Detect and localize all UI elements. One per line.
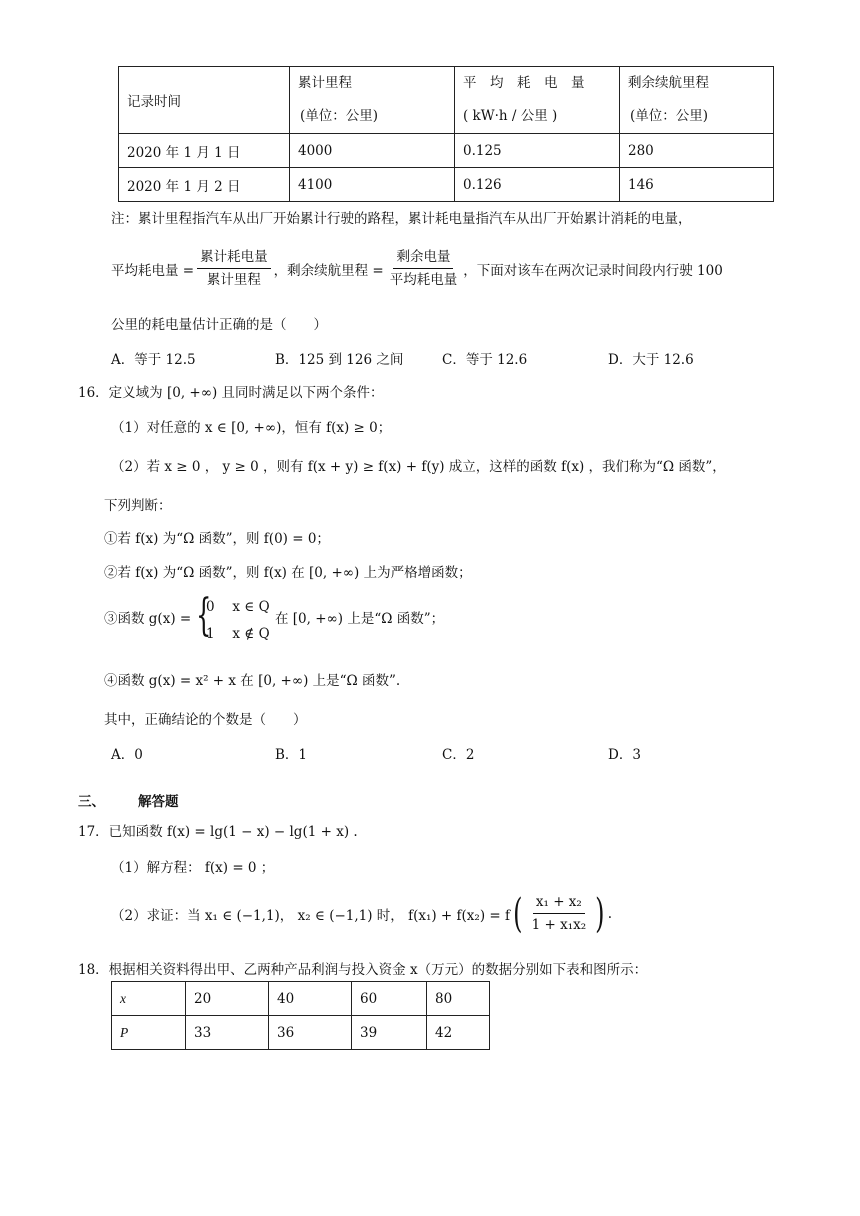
table-cell: 80 xyxy=(427,982,490,1016)
q15-note: 注：累计里程指汽车从出厂开始累计行驶的路程，累计耗电量指汽车从出厂开始累计消耗的电量， xyxy=(111,211,692,227)
formula-lhs: 平均耗电量 = xyxy=(111,262,195,279)
section-number: 三、 xyxy=(78,794,105,810)
q17-part-1: （1）解方程： f(x) = 0 ； xyxy=(111,860,275,876)
q16-statement-3-suffix: 在 [0, +∞) 上是“Ω 函数”； xyxy=(275,611,445,627)
formula-lhs: ，剩余续航里程 = xyxy=(273,262,384,279)
table-cell: x xyxy=(112,982,186,1016)
table-cell: 33 xyxy=(186,1016,269,1050)
header-unit: ( kW·h / 公里 ) xyxy=(463,108,558,124)
fraction-numerator: 剩余电量 xyxy=(393,248,453,269)
q16-statement-1: ①若 f(x) 为“Ω 函数”，则 f(0) = 0； xyxy=(104,531,330,547)
fraction-avg-consumption xyxy=(197,248,271,289)
header-text: 记录时间 xyxy=(127,94,181,110)
table-cell: 2020 年 1 月 1 日 xyxy=(119,134,290,168)
q16-statement-4: ④函数 g(x) = x² + x 在 [0, +∞) 上是“Ω 函数”. xyxy=(104,673,401,689)
header-cumulative-mileage xyxy=(290,67,455,134)
q16-condition-1: （1）对任意的 x ∈ [0, +∞)，恒有 f(x) ≥ 0； xyxy=(111,420,392,436)
fraction-denominator: 1 + x₁x₂ xyxy=(531,917,587,933)
header-unit: (单位：公里) xyxy=(630,108,709,124)
table-cell: 60 xyxy=(352,982,427,1016)
left-brace-icon: { xyxy=(196,590,212,641)
fraction-denominator: 平均耗电量 xyxy=(389,272,458,288)
header-record-time xyxy=(119,67,290,134)
q16-condition-2: （2）若 x ≥ 0 ， y ≥ 0 ，则有 f(x + y) ≥ f(x) + f(y) 成立，这样的函数 f(x) ，我们称为“Ω 函数”， xyxy=(111,459,726,475)
table-cell: 0.126 xyxy=(455,168,620,202)
table-cell: 39 xyxy=(352,1016,427,1050)
header-unit: (单位：公里) xyxy=(300,108,379,124)
q17-stem: 17．已知函数 f(x) = lg(1 − x) − lg(1 + x) . xyxy=(78,824,358,840)
q16-statement-3-prefix: ③函数 g(x) = xyxy=(104,611,192,627)
q17-part-2 xyxy=(111,890,613,937)
q16-option-b: B．1 xyxy=(275,747,308,763)
q16-question: 其中，正确结论的个数是（ ） xyxy=(104,712,307,728)
table-cell: 146 xyxy=(620,168,774,202)
formula-tail: ，下面对该车在两次记录时间段内行驶 100 xyxy=(463,262,723,279)
period: . xyxy=(607,905,613,922)
table-cell: 280 xyxy=(620,134,774,168)
table-cell: 40 xyxy=(269,982,352,1016)
table-row xyxy=(119,134,774,168)
header-remaining-range xyxy=(620,67,774,134)
q15-option-c: C．等于 12.6 xyxy=(442,352,528,368)
piecewise-case-2: 1 x ∉ Q xyxy=(206,626,270,642)
section-title: 解答题 xyxy=(138,794,179,810)
q18-stem: 18．根据相关资料得出甲、乙两种产品利润与投入资金 x（万元）的数据分别如下表和图所示： xyxy=(78,962,648,978)
q16-stem: 16．定义域为 [0, +∞) 且同时满足以下两个条件： xyxy=(78,385,384,401)
table-cell: 36 xyxy=(269,1016,352,1050)
header-text: 剩余续航里程 xyxy=(628,75,709,91)
table-cell: 0.125 xyxy=(455,134,620,168)
q16-statement-2: ②若 f(x) 为“Ω 函数”，则 f(x) 在 [0, +∞) 上为严格增函数； xyxy=(104,565,472,581)
table-cell: 4000 xyxy=(290,134,455,168)
header-text: 平 均 耗 电 量 xyxy=(463,75,585,91)
q15-option-a: A．等于 12.5 xyxy=(111,352,196,368)
right-paren-icon: ) xyxy=(595,890,605,937)
q15-question: 公里的耗电量估计正确的是（ ） xyxy=(111,317,327,333)
fraction-numerator: x₁ + x₂ xyxy=(533,893,585,914)
table-cell: 42 xyxy=(427,1016,490,1050)
q15-formula-line xyxy=(111,248,723,289)
q16-option-a: A．0 xyxy=(111,747,143,763)
left-paren-icon: ( xyxy=(513,890,523,937)
table-row xyxy=(112,982,490,1016)
q16-option-d: D．3 xyxy=(608,747,641,763)
header-avg-consumption xyxy=(455,67,620,134)
table-cell: 2020 年 1 月 2 日 xyxy=(119,168,290,202)
q16-judge-label: 下列判断： xyxy=(104,498,172,514)
piecewise-case-1: 0 x ∈ Q xyxy=(206,599,270,615)
fraction-arg xyxy=(529,893,590,934)
q15-option-b: B．125 到 126 之间 xyxy=(275,352,404,368)
header-text: 累计里程 xyxy=(298,75,352,91)
fraction-numerator: 累计耗电量 xyxy=(197,248,271,269)
table-cell: P xyxy=(112,1016,186,1050)
mileage-table xyxy=(118,66,774,202)
fraction-denominator: 累计里程 xyxy=(206,272,261,288)
q15-option-d: D．大于 12.6 xyxy=(608,352,694,368)
profit-table xyxy=(111,981,490,1050)
fraction-remaining-range xyxy=(387,248,461,289)
table-cell: 20 xyxy=(186,982,269,1016)
table-cell: 4100 xyxy=(290,168,455,202)
table-row xyxy=(112,1016,490,1050)
part-2-text: （2）求证：当 x₁ ∈ (−1,1)， x₂ ∈ (−1,1) 时， f(x₁) + f(x₂) = f xyxy=(111,907,510,924)
q16-option-c: C．2 xyxy=(442,747,475,763)
table-row xyxy=(119,168,774,202)
